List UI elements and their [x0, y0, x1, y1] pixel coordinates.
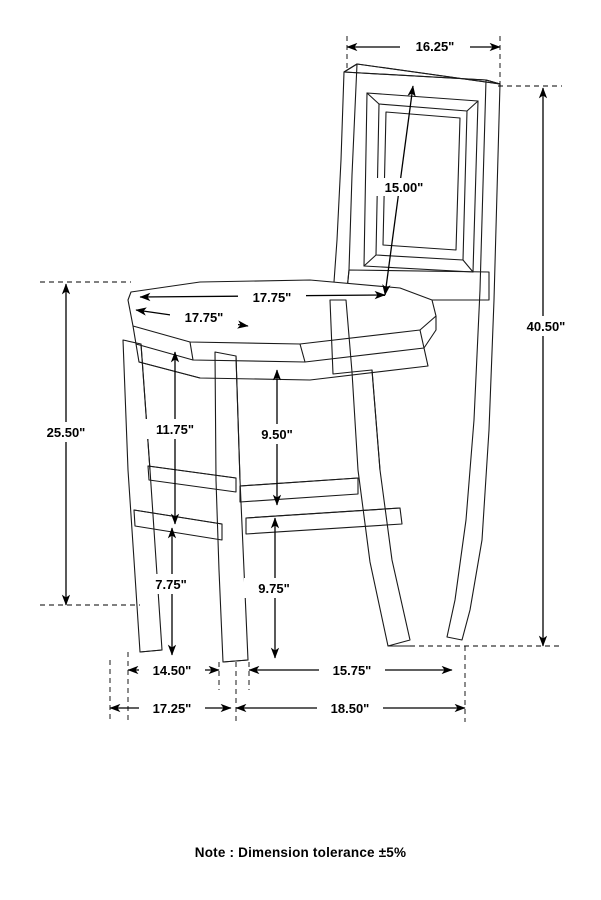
dim-label-front-leg-rail: 11.75" — [156, 422, 194, 437]
dim-label-back-panel-height: 15.00" — [384, 180, 424, 195]
dim-label-overall-depth-a: 17.25" — [152, 701, 192, 716]
dim-label-back-width: 16.25" — [415, 39, 455, 54]
extension-lines — [40, 36, 562, 722]
dim-label-rear-lower-leg: 9.75" — [258, 581, 290, 596]
dimension-rear-lower-leg — [244, 518, 306, 658]
dim-label-seat-depth-lower: 17.75" — [184, 310, 224, 325]
dim-label-seat-depth-upper: 17.75" — [252, 290, 292, 305]
dimension-front-lower-leg — [140, 528, 202, 655]
dim-label-seat-height: 25.50" — [46, 425, 86, 440]
dim-label-overall-height: 40.50" — [526, 319, 566, 334]
dimension-back-panel-height — [370, 86, 438, 295]
dim-label-rear-leg-rail: 9.50" — [261, 427, 293, 442]
dim-label-side-foot-width: 15.75" — [332, 663, 372, 678]
dimension-overall-depth-b — [236, 698, 465, 718]
dimension-side-foot-width — [249, 661, 452, 680]
tolerance-note: Note : Dimension tolerance ±5% — [194, 845, 407, 860]
dimension-front-foot-width — [128, 661, 219, 680]
dim-label-overall-depth-b: 18.50" — [330, 701, 370, 716]
dimension-overall-height — [512, 88, 580, 646]
dimension-back-width — [347, 37, 500, 55]
dim-label-front-lower-leg: 7.75" — [155, 577, 187, 592]
dim-label-front-foot-width: 14.50" — [152, 663, 192, 678]
dimension-seat-height — [32, 284, 100, 605]
chair-illustration — [123, 64, 500, 662]
